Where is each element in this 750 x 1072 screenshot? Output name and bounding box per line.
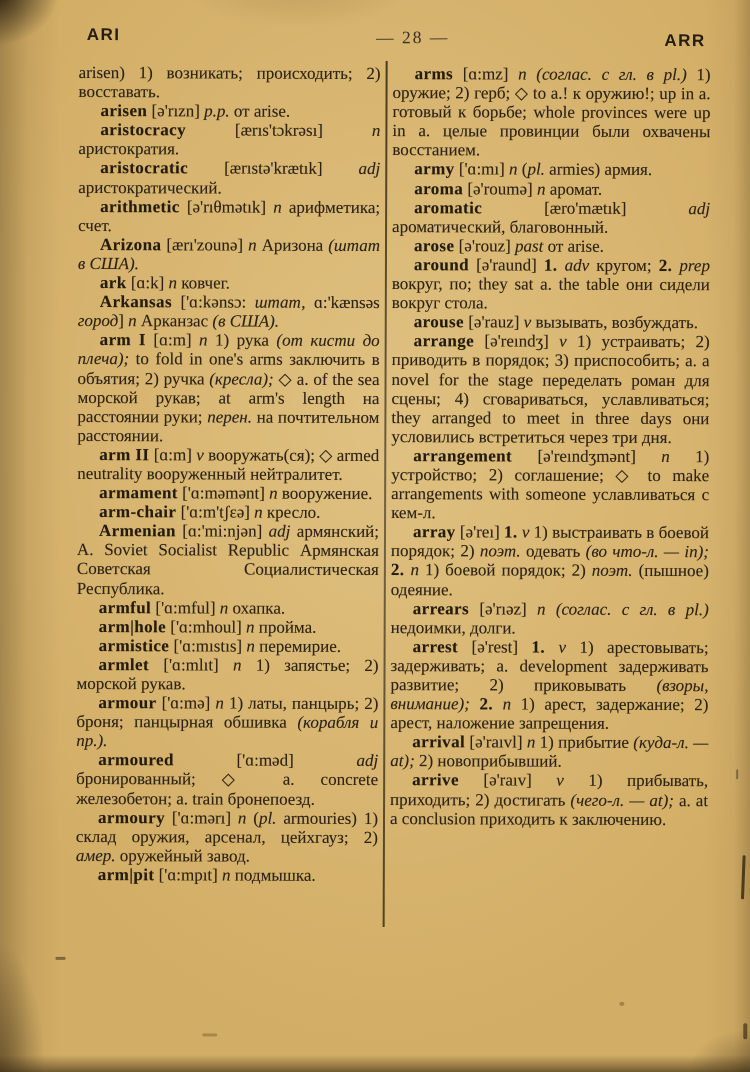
dictionary-entry [76, 808, 378, 866]
italic-run: n [537, 599, 546, 619]
text-run: [ɑ:k] [126, 273, 169, 293]
bold-run: 2. [390, 560, 405, 580]
scan-artifact-left-margin-dash [56, 957, 66, 960]
italic-run: n [661, 446, 670, 466]
italic-run: n [199, 330, 208, 350]
text-run: ['ɑ:mərı] [164, 807, 238, 828]
bold-run: arm I [99, 330, 147, 350]
text-run: ( [517, 159, 528, 179]
italic-run: (взоры, внимание); [390, 675, 709, 714]
italic-run: adj [356, 751, 379, 771]
italic-run: n [168, 273, 178, 293]
italic-run: n [246, 636, 255, 656]
text-run: недоимки, долги. [390, 617, 516, 638]
text-run: ароматический, благовонный. [392, 216, 609, 237]
scan-artifact-right-edge-dash [743, 1023, 747, 1039]
bold-run: arrive [412, 770, 459, 790]
text-run: [ærıstə'krætık] [188, 158, 359, 179]
italic-run: past [515, 236, 544, 256]
text-run: вооружение. [277, 483, 373, 504]
italic-run: v [196, 445, 204, 465]
bold-run: Armenian [98, 521, 176, 541]
bold-run: arm|pit [97, 864, 155, 885]
bold-run: arm|hole [98, 616, 167, 636]
dictionary-entry [391, 446, 709, 523]
bold-run: armistice [98, 635, 170, 656]
italic-run: поэт. [591, 561, 633, 581]
bold-run: Arizona [99, 234, 162, 255]
italic-run: n [371, 121, 381, 141]
text-run: [ə'rıθmətık] [179, 196, 274, 217]
header-guide-word-right: ARR [664, 31, 706, 51]
text-run: перемирие. [254, 636, 342, 656]
bold-run: aromatic [414, 197, 483, 218]
bold-run: aroma [414, 178, 464, 198]
text-run: [ɑ:mz] [453, 64, 519, 84]
bold-run: armoury [97, 807, 166, 827]
text-run: ['ɑ:mıstıs] [169, 636, 247, 656]
italic-run: adj [688, 198, 711, 218]
italic-run: n [232, 655, 242, 675]
text-run: армянский; A. Soviet Socialist Republic Армянская Советская Социалистическая Республика. [76, 521, 380, 598]
dictionary-entry [392, 179, 710, 199]
text-run: кресло. [262, 502, 321, 522]
dictionary-entry [391, 599, 709, 638]
text-run: [ə'roumə] [463, 178, 538, 199]
header-guide-word-left: ARI [86, 24, 121, 45]
bold-run: arrangement [413, 446, 513, 466]
bold-run: around [413, 255, 469, 275]
text-run: to fold in one's arms заключить в объятия; 2) ручка [77, 349, 380, 388]
text-run: ◇ a. of the sea морской рукав; at arm's length на расстоянии руки; [77, 369, 380, 427]
dictionary-entry [76, 865, 378, 885]
dictionary-entry [392, 255, 710, 313]
text-run: ['ɑ:mpıt] [154, 865, 223, 885]
text-run: ['ɑ:mı] [454, 159, 510, 179]
page-header [87, 23, 706, 49]
dictionary-entry [78, 120, 380, 159]
text-run [470, 694, 480, 713]
text-run: [ə'raund] [468, 255, 544, 275]
bold-run: array [412, 522, 456, 542]
text-run: ковчег. [176, 273, 230, 293]
bold-run: armour [98, 693, 157, 713]
italic-run: v [558, 637, 567, 657]
italic-run: n [254, 502, 263, 522]
italic-run: v [556, 771, 564, 791]
italic-run: n [509, 159, 518, 179]
text-run: arisen) 1) возникать; происходить; 2) восставать. [78, 62, 381, 102]
dictionary-entry [391, 522, 709, 599]
text-run: [ə'raıvl] [465, 732, 527, 752]
italic-run: adj [268, 521, 291, 541]
italic-run: n [273, 197, 282, 217]
text-run: [ə'rauz] [463, 312, 524, 332]
dictionary-entry [77, 598, 379, 618]
text-run: от arise. [229, 101, 291, 121]
dictionary-entry [79, 63, 381, 102]
italic-run: (от кисти до плеча); [77, 330, 380, 369]
bold-run: arrange [413, 331, 475, 351]
bold-run: aristocratic [100, 158, 189, 178]
italic-run: n [222, 865, 231, 885]
italic-run: город [77, 311, 119, 331]
dictionary-entry [390, 771, 708, 829]
dictionary-entry [78, 101, 380, 121]
text-run: ['ɑ:mful] [151, 597, 220, 618]
text-run [493, 695, 503, 714]
dictionary-entry [78, 197, 380, 236]
bold-run: arose [413, 235, 455, 256]
text-run: a. at a conclusion приходить к заключению. [389, 790, 709, 829]
bold-run: armful [98, 597, 152, 617]
page-number: — 28 — [376, 26, 450, 48]
bold-run: arisen [100, 101, 148, 121]
italic-run: n [237, 808, 247, 828]
text-run: бронированный; ◇ a. concrete железобетон; a. train бронепоезд. [76, 769, 379, 809]
text-run: Арканзас [136, 311, 213, 331]
text-run: [ɑ:'mi:njən] [175, 521, 269, 541]
italic-run: (куда-л. — at); [390, 733, 709, 771]
italic-run: n [128, 311, 137, 331]
italic-run: (штат в США). [77, 235, 381, 274]
text-run: ['ɑ:m'tʃɛə] [176, 502, 255, 522]
scan-artifact-dot [619, 1002, 624, 1006]
text-run: ['ɑ:məmənt] [177, 483, 270, 503]
italic-run: p.p. [204, 101, 230, 121]
text-run: ( [246, 808, 260, 828]
bold-run: 2. [479, 694, 494, 714]
text-run: кругом; [589, 255, 659, 275]
text-run: Аризона [256, 235, 329, 255]
italic-run: перен. [207, 407, 253, 427]
scan-artifact-bottom-smudge [202, 1033, 217, 1036]
italic-run: v [523, 312, 532, 332]
text-run: ['ɑ:məd] [173, 750, 357, 771]
italic-run: (кресла); [209, 368, 274, 389]
text-run: аристократия. [78, 139, 180, 159]
text-run: [ə'rouz] [454, 236, 516, 256]
italic-run: pl. [527, 159, 545, 180]
italic-run: n [245, 617, 255, 637]
bold-run: aristocracy [100, 120, 187, 140]
dictionary-entry [76, 750, 378, 808]
text-run: 1) прибытие [535, 732, 634, 753]
bold-run: arithmetic [100, 196, 180, 216]
dictionary-entry [77, 636, 379, 656]
text-run: ['ɑ:kənsɔ: [171, 292, 255, 312]
italic-run: (во что-л. — in); [585, 542, 709, 562]
text-run: ['ɑ:mlıt] [149, 655, 234, 675]
text-run [545, 637, 559, 656]
italic-run: n [536, 179, 546, 199]
text-run: ['ɑ:mə] [156, 693, 216, 713]
column-divider-rule [383, 61, 388, 927]
text-run: [ɑ:m] [149, 445, 197, 465]
text-run: 1) боевой порядок; 2) [418, 560, 592, 581]
italic-run: adv [564, 255, 590, 275]
dictionary-entry [392, 64, 710, 161]
italic-run: n [269, 483, 278, 503]
dictionary-entry [392, 198, 710, 237]
italic-run: v [521, 522, 530, 542]
italic-run: n [502, 694, 512, 714]
text-run: [ɑ:m] [145, 330, 200, 350]
bold-run: arrival [412, 732, 466, 752]
text-run: 1) арестовывать; задерживать; a. development задерживать развитие; 2) приковывать [390, 637, 709, 695]
dictionary-entry [77, 483, 379, 503]
dictionary-entry [77, 445, 379, 484]
dictionary-entry [77, 330, 379, 446]
dictionary-entry [78, 292, 380, 331]
text-run: 1) арест, задержание; 2) арест, наложение запрещения. [390, 694, 709, 734]
text-run: 1) запястье; 2) морской рукав. [76, 655, 379, 694]
italic-run: штат, [254, 292, 306, 312]
italic-run: (чего-л. — at); [570, 790, 674, 810]
text-run: вооружать(ся); ◇ armed neutrality вооруженный нейтралитет. [77, 445, 380, 484]
italic-run: (соглас. с гл. в pl.) [555, 599, 709, 619]
scan-artifact-right-edge-line [741, 855, 746, 899]
text-run [527, 65, 537, 84]
italic-run: n [248, 235, 257, 255]
italic-run: амер. [75, 845, 116, 865]
dictionary-entry [78, 273, 380, 293]
right-column [390, 64, 711, 829]
dictionary-entry [391, 331, 709, 447]
bold-run: 1. [503, 522, 518, 542]
dictionary-entry [76, 655, 378, 694]
text-run: вокруг, по; they sat a. the table они сидели вокруг стола. [391, 274, 710, 313]
text-run: аристократический. [78, 177, 222, 198]
dictionary-entry [392, 236, 710, 256]
bold-run: 2. [658, 255, 673, 275]
italic-run: (в США). [212, 311, 280, 331]
text-run: 1) рука [207, 330, 277, 350]
italic-run: n [215, 693, 224, 713]
bold-run: arm-chair [99, 502, 177, 522]
italic-run: n [410, 560, 419, 580]
text-run: [ə'reındʒmənt] [512, 446, 662, 466]
text-run: 1) устраивать; 2) приводить в порядок; 3) приспособить; a. a novel for the stage переделать роман для сцены; 4) сговариваться, уславливаться; they arranged to meet in three days они условились встретиться через три дня. [391, 331, 710, 447]
text-run [557, 256, 564, 275]
bold-run: arrears [412, 598, 470, 618]
text-run: оружейный завод. [115, 845, 250, 866]
text-run: арифметика; счет. [78, 197, 381, 235]
text-run: [ə'reındʒ] [474, 331, 560, 351]
dictionary-entry [77, 617, 379, 637]
bold-run: armlet [98, 654, 150, 675]
text-run: пройма. [254, 617, 317, 637]
bold-run: arrest [412, 636, 459, 657]
text-run: ɑ:'kænsəs [305, 292, 380, 313]
dictionary-entry [392, 312, 710, 332]
text-run: [æro'mætık] [482, 198, 689, 218]
text-run: 2) новоприбывший. [414, 751, 562, 772]
italic-run: n [219, 598, 229, 618]
text-run: armies) армия. [544, 160, 653, 180]
text-run: ] [118, 311, 129, 331]
dictionary-entry [392, 160, 710, 180]
dictionary-entry [78, 235, 380, 274]
bold-run: army [414, 159, 455, 179]
bold-run: arms [414, 64, 454, 84]
text-run: [ə'rıəz] [469, 598, 538, 619]
bold-run: Arkansas [99, 292, 173, 312]
dictionary-entry [77, 521, 379, 598]
bold-run: 1. [543, 255, 558, 275]
italic-run: поэт. [479, 541, 521, 561]
dictionary-entry [390, 637, 708, 734]
text-run: 1) прибывать, приходить; 2) достигать [390, 771, 709, 810]
text-run: охапка. [228, 598, 286, 618]
left-column [76, 63, 381, 885]
text-run: [ærıs'tɔkrəsı] [185, 120, 372, 141]
text-run: на почтительном расстоянии. [77, 407, 380, 446]
text-run: одевать [520, 541, 586, 562]
text-run: вызывать, возбуждать. [531, 312, 699, 333]
bold-run: armoured [98, 750, 174, 770]
italic-run: n [518, 64, 527, 84]
text-run: [ə'reı] [455, 522, 505, 542]
text-run: подмышка. [230, 865, 316, 885]
bold-run: 1. [531, 637, 546, 657]
text-run: 1) латы, панцырь; 2) броня; панцырная обшивка [76, 693, 379, 732]
bold-run: ark [99, 273, 127, 293]
bold-run: armament [99, 483, 178, 503]
dictionary-entry [76, 693, 378, 751]
text-run: ['ɑ:mhoul] [166, 616, 247, 637]
bold-run: arm II [99, 444, 150, 465]
italic-run: (корабля и пр.). [76, 712, 379, 751]
text-run: [ə'raıv] [458, 770, 557, 791]
text-run: от arise. [543, 236, 604, 256]
text-run [546, 599, 556, 618]
text-run: 1) выстраивать в боевой порядок; 2) [390, 522, 710, 561]
text-run: armouries) 1) склад оружия, арсенал, цейхгауз; 2) [75, 808, 379, 847]
italic-run: v [559, 331, 567, 351]
text-run: [ə'rest] [458, 637, 532, 657]
italic-run: adj [358, 159, 381, 179]
text-run: [ə'rızn] [147, 101, 205, 121]
text-run: аромат. [545, 179, 603, 199]
italic-run: n [526, 732, 536, 752]
italic-run: prep [679, 255, 710, 276]
bold-run: arouse [413, 312, 465, 332]
text-run: (пышное) одеяние. [390, 561, 709, 599]
scan-artifact-right-edge-tick [736, 769, 738, 779]
text-run: [ærı'zounə] [161, 235, 249, 255]
italic-run: pl. [258, 808, 277, 828]
dictionary-entry [78, 158, 380, 197]
text-run: 1) оружие; 2) герб; ◇ to a.! к оружию!; up in a. готовый к борьбе; whole provinces were up in a. целые провинции были охвачены восстанием. [392, 65, 711, 160]
dictionary-entry [77, 502, 379, 522]
italic-run: (соглас. с гл. в pl.) [536, 64, 687, 85]
dictionary-entry [390, 732, 708, 771]
text-run: 1) устройство; 2) соглашение; ◇ to make arrangements with someone уславливаться с кем-л. [391, 446, 710, 523]
